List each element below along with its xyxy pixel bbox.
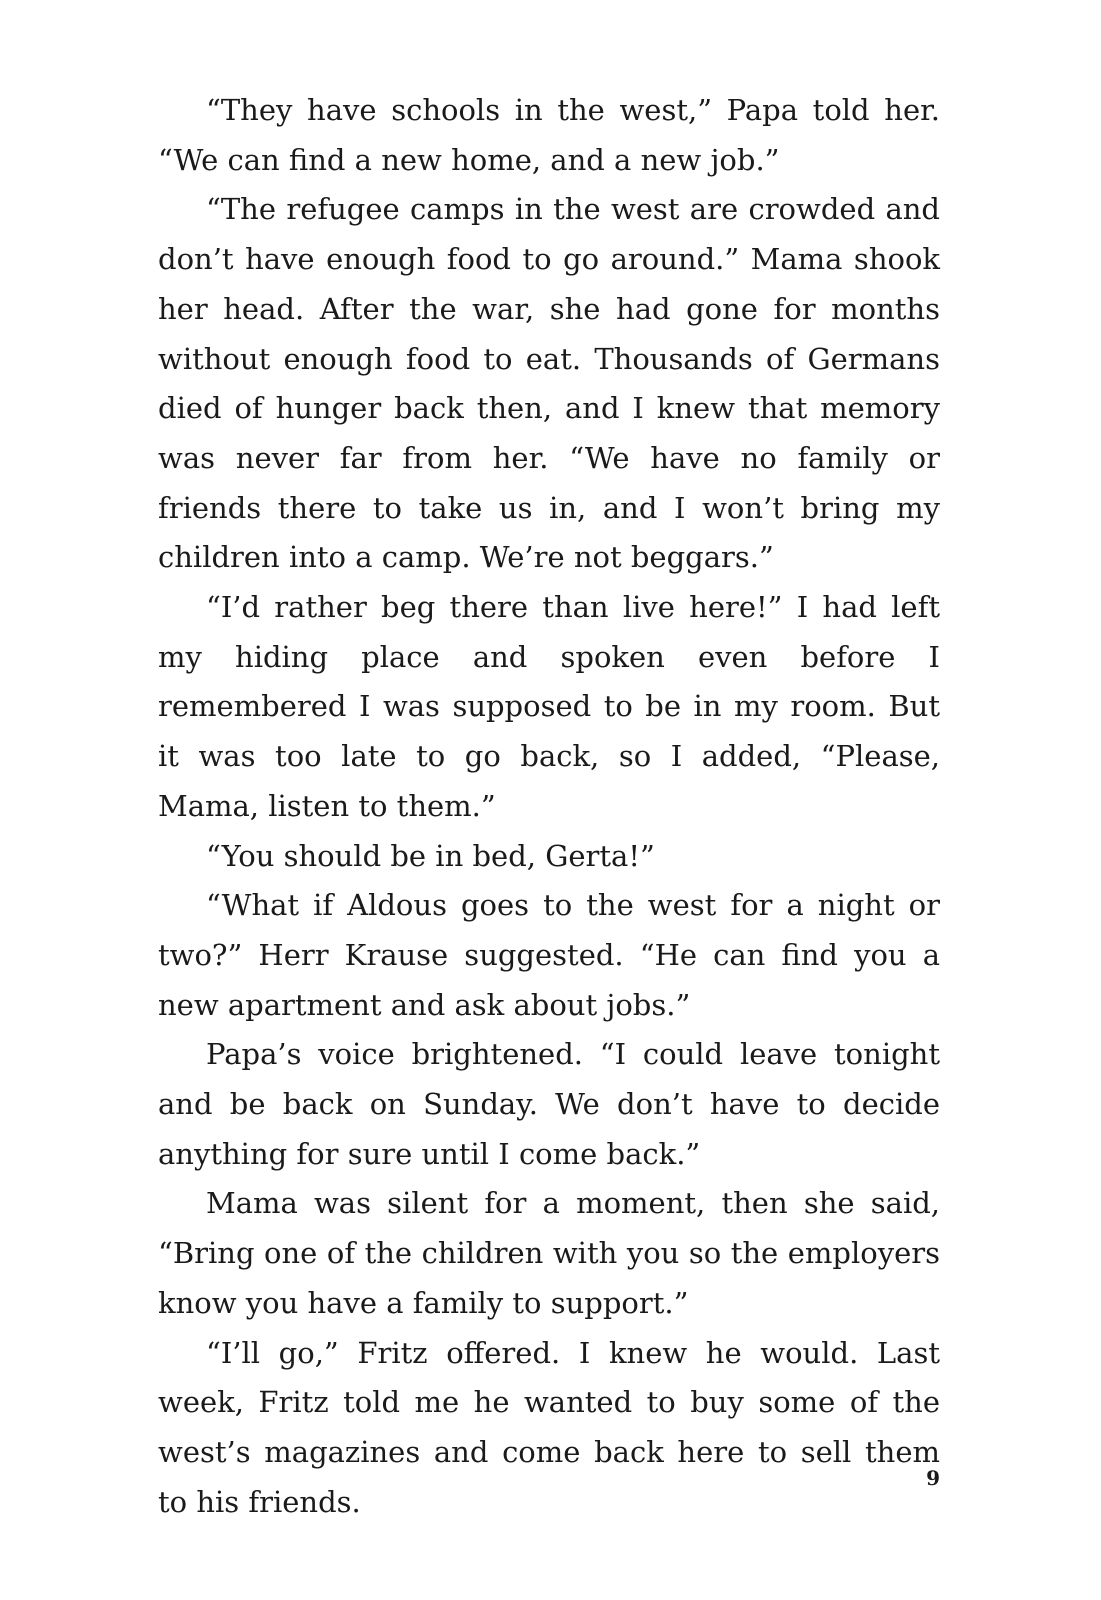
body-text [158, 86, 940, 1527]
paragraph: “I’d rather beg there than live here!” I had left my hiding place and spoken even before I remembered I was supposed to be in my room. But it was too late to go back, so I added, “Please, Mama, listen to them.” [158, 590, 940, 823]
paragraph: “They have schools in the west,” Papa told her. “We can find a new home, and a new job.” [158, 93, 940, 177]
page-number: 9 [926, 1466, 940, 1490]
paragraph: “What if Aldous goes to the west for a night or two?” Herr Krause suggested. “He can find you a new apartment and ask about jobs.” [158, 888, 940, 1022]
paragraph: “You should be in bed, Gerta!” [206, 838, 655, 873]
paragraph: Papa’s voice brightened. “I could leave tonight and be back on Sunday. We don’t have to decide anything for sure until I come back.” [158, 1037, 940, 1171]
paragraph: Mama was silent for a moment, then she said, “Bring one of the children with you so the employers know you have a family to support.” [158, 1186, 940, 1320]
paragraph: “I’ll go,” Fritz offered. I knew he would. Last week, Fritz told me he wanted to buy some of the west’s magazines and come back here to sell them to his friends. [158, 1335, 940, 1519]
paragraph: “The refugee camps in the west are crowded and don’t have enough food to go around.” Mama shook her head. After the war, she had gone for months without enough food to eat. Thousands of Germans died of hunger back then, and I knew that memory was never far from her. “We have no family or friends there to take us in, and I won’t bring my children into a camp. We’re not beggars.” [158, 192, 940, 575]
